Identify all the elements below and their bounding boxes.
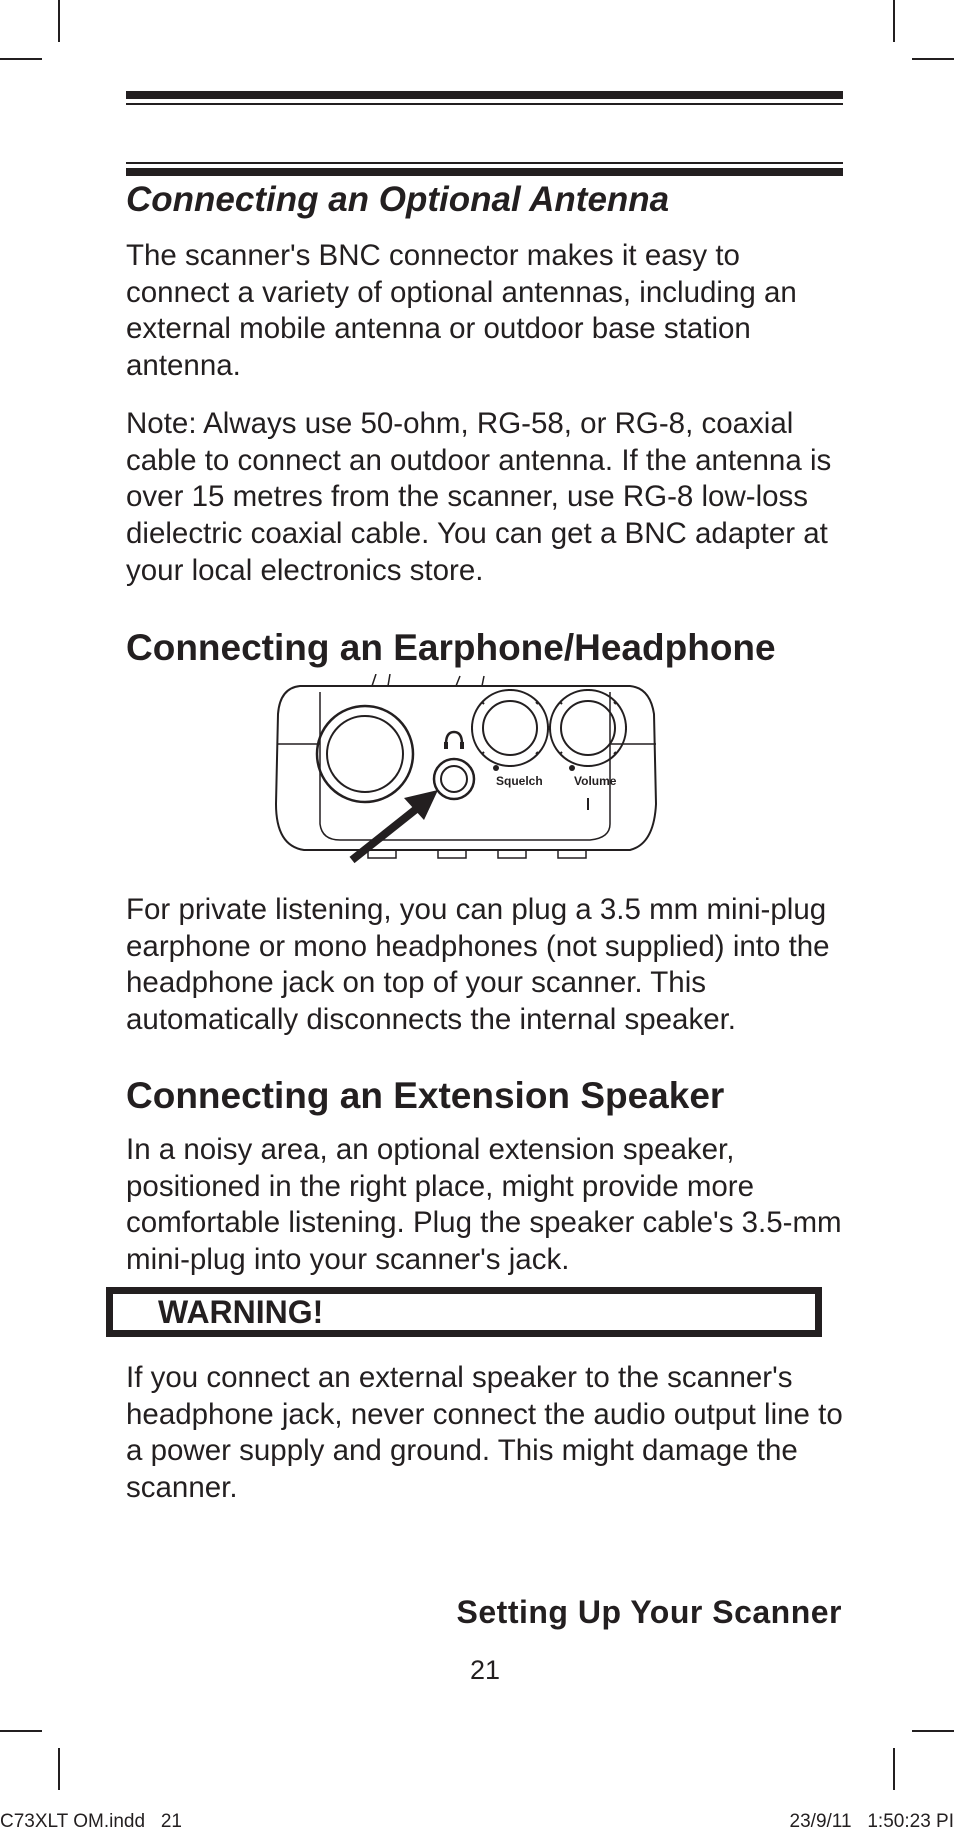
heading-extension-speaker: Connecting an Extension Speaker (126, 1075, 725, 1116)
antenna-paragraph: The scanner's BNC connector makes it easy to connect a variety of optional antennas, including an external mobile antenna or outdoor base station antenna. (126, 239, 797, 383)
crop-mark (912, 58, 954, 60)
header-rule-thick (126, 91, 843, 99)
volume-dot (569, 765, 575, 771)
slug-timestamp: 23/9/11 1:50:23 PI (789, 1811, 954, 1832)
scanner-body-outline (276, 686, 656, 850)
section-rule-thin (126, 162, 843, 164)
crop-mark (0, 58, 42, 60)
slug-file-name: C73XLT OM.indd 21 (0, 1811, 183, 1832)
headphone-icon (444, 732, 464, 749)
antenna-note: Note: Always use 50-ohm, RG-58, or RG-8, coaxial cable to connect an outdoor antenna. If the antenna is over 15 metres from the scanner, use RG-8 low-loss dielectric coaxial cable. You can get a BNC adapter at your local electronics store. (126, 407, 832, 587)
squelch-knob-inner (483, 701, 537, 755)
crop-mark (893, 1748, 895, 1790)
earphone-paragraph: For private listening, you can plug a 3.5 mm mini-plug earphone or mono headphones (not supplied) into the headphone jack on top of your scanner. This automatically disconnects the internal speaker. (126, 893, 830, 1037)
crop-mark (912, 1730, 954, 1732)
crop-mark (58, 1748, 60, 1790)
section-rule-thick (126, 168, 843, 176)
scanner-top-panel (320, 692, 610, 840)
bnc-connector-outer (317, 706, 413, 802)
warning-box (106, 1287, 822, 1337)
scanner-feet (368, 850, 586, 858)
heading-earphone: Connecting an Earphone/Headphone (126, 627, 776, 668)
volume-knob-inner (561, 701, 615, 755)
crop-mark (893, 0, 895, 42)
heading-optional-antenna: Connecting an Optional Antenna (126, 180, 670, 219)
scanner-top-illustration (270, 674, 670, 868)
speaker-paragraph: In a noisy area, an optional extension speaker, positioned in the right place, might provide more comfortable listening. Plug the speaker cable's 3.5-mm mini-plug into your scanner's jack. (126, 1133, 842, 1277)
squelch-dot (493, 765, 499, 771)
page-number: 21 (470, 1655, 501, 1685)
footer-section-title: Setting Up Your Scanner (456, 1594, 842, 1630)
scanner-top-edge (372, 674, 484, 686)
squelch-label: Squelch (496, 774, 543, 788)
crop-mark (58, 0, 60, 42)
volume-label: Volume (574, 774, 617, 788)
bnc-connector-inner (327, 716, 403, 792)
warning-text: If you connect an external speaker to the scanner's headphone jack, never connect the audio output line to a power supply and ground. This might damage the scanner. (126, 1361, 843, 1505)
header-rule-thin (126, 103, 843, 105)
headphone-jack-inner (441, 766, 467, 792)
warning-label: WARNING! (158, 1294, 324, 1330)
crop-mark (0, 1730, 42, 1732)
